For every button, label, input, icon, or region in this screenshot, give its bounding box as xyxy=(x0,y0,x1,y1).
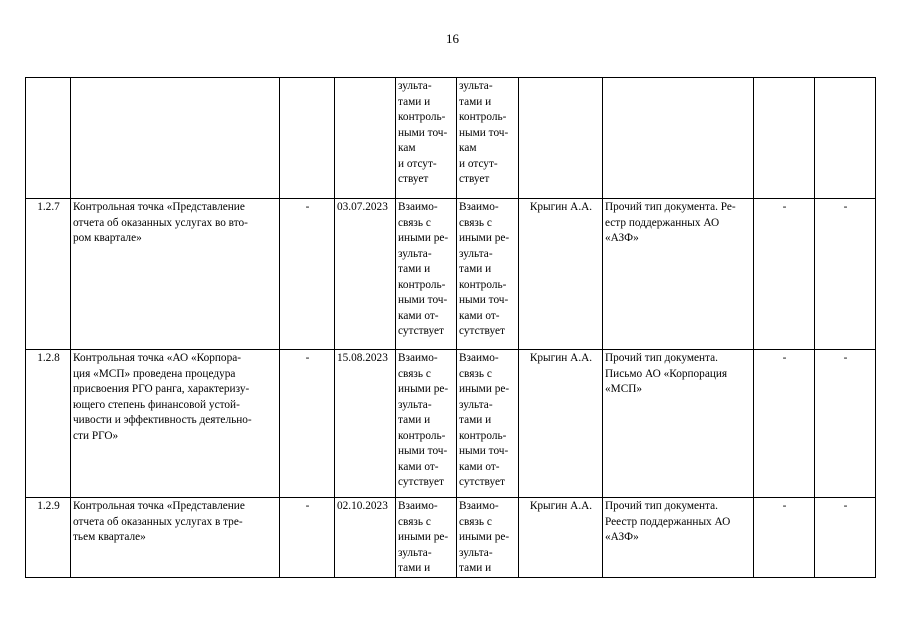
responsible-cell: Крыгин А.А. xyxy=(519,498,603,578)
row-number-cell: 1.2.8 xyxy=(26,350,71,498)
column-10-cell: - xyxy=(815,350,876,498)
column-10-cell xyxy=(815,78,876,199)
row-number-cell xyxy=(26,78,71,199)
control-points-table xyxy=(25,77,876,578)
responsible-cell: Крыгин А.А. xyxy=(519,350,603,498)
responsible-cell: Крыгин А.А. xyxy=(519,199,603,350)
relation-cell-2: Взаимо- связь с иными ре- зульта- тами и контроль- ными точ- ками от- сутствует xyxy=(457,350,519,498)
column-9-cell xyxy=(754,78,815,199)
column-10-cell: - xyxy=(815,199,876,350)
control-point-name-cell: Контрольная точка «Представление отчета об оказанных услугах во вто- ром квартале» xyxy=(71,199,280,350)
document-type-cell: Прочий тип документа. Письмо АО «Корпорация «МСП» xyxy=(603,350,754,498)
column-3-cell: - xyxy=(280,350,335,498)
table-row xyxy=(26,78,876,199)
table-row xyxy=(26,498,876,578)
relation-cell-1: Взаимо- связь с иными ре- зульта- тами и контроль- ными точ- ками от- сутствует xyxy=(396,199,457,350)
control-point-name-cell: Контрольная точка «АО «Корпора- ция «МСП» проведена процедура присвоения РГО ранга, характеризу- ющего степень финансовой устой- чивости и эффективность деятельно- сти РГО» xyxy=(71,350,280,498)
document-type-cell xyxy=(603,78,754,199)
date-cell: 15.08.2023 xyxy=(335,350,396,498)
page-number: 16 xyxy=(446,31,459,46)
relation-cell-1: Взаимо- связь с иными ре- зульта- тами и xyxy=(396,498,457,578)
date-cell: 02.10.2023 xyxy=(335,498,396,578)
relation-cell-2: зульта- тами и контроль- ными точ- кам и отсут- ствует xyxy=(457,78,519,199)
relation-cell-1: Взаимо- связь с иными ре- зульта- тами и контроль- ными точ- ками от- сутствует xyxy=(396,350,457,498)
document-type-cell: Прочий тип документа. Реестр поддержанных АО «АЗФ» xyxy=(603,498,754,578)
document-type-cell: Прочий тип документа. Ре- естр поддержанных АО «АЗФ» xyxy=(603,199,754,350)
column-9-cell: - xyxy=(754,498,815,578)
responsible-cell xyxy=(519,78,603,199)
column-9-cell: - xyxy=(754,199,815,350)
column-3-cell xyxy=(280,78,335,199)
relation-cell-2: Взаимо- связь с иными ре- зульта- тами и контроль- ными точ- ками от- сутствует xyxy=(457,199,519,350)
column-10-cell: - xyxy=(815,498,876,578)
row-number-cell: 1.2.9 xyxy=(26,498,71,578)
table-row xyxy=(26,199,876,350)
column-3-cell: - xyxy=(280,199,335,350)
relation-cell-2: Взаимо- связь с иными ре- зульта- тами и xyxy=(457,498,519,578)
date-cell xyxy=(335,78,396,199)
column-9-cell: - xyxy=(754,350,815,498)
row-number-cell: 1.2.7 xyxy=(26,199,71,350)
control-point-name-cell xyxy=(71,78,280,199)
date-cell: 03.07.2023 xyxy=(335,199,396,350)
control-point-name-cell: Контрольная точка «Представление отчета об оказанных услугах в тре- тьем квартале» xyxy=(71,498,280,578)
column-3-cell: - xyxy=(280,498,335,578)
table-row xyxy=(26,350,876,498)
relation-cell-1: зульта- тами и контроль- ными точ- кам и отсут- ствует xyxy=(396,78,457,199)
